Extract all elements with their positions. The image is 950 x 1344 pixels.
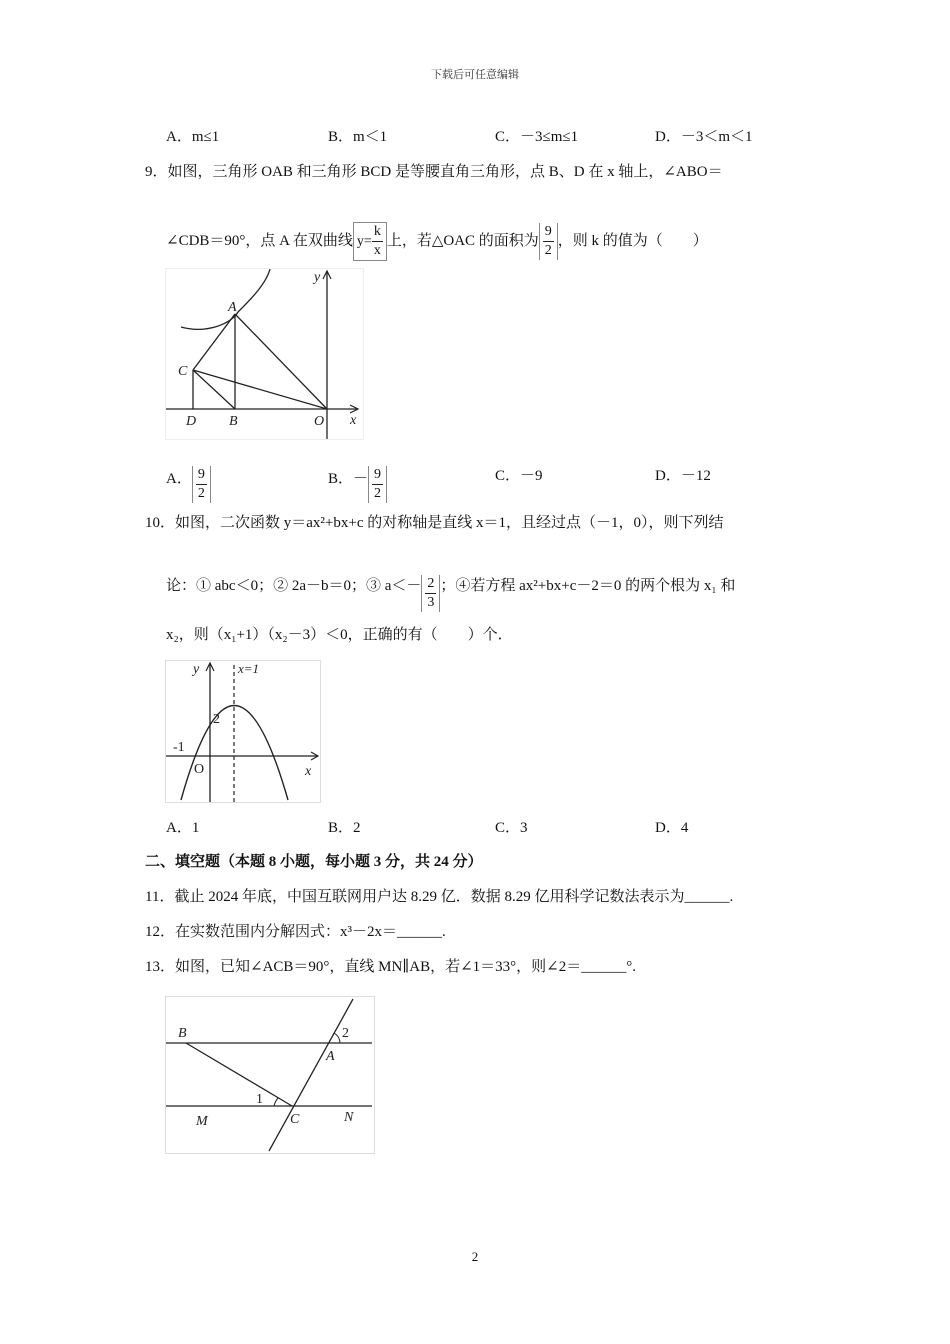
q9-label-y: y — [314, 270, 321, 285]
q9-option-b — [328, 466, 387, 503]
q10-label-two: 2 — [213, 712, 220, 727]
q10-option-d: D．4 — [655, 820, 689, 836]
q9-option-a-den: 2 — [197, 486, 205, 501]
q9-figure — [165, 268, 364, 440]
q9-option-c: C．－9 — [495, 468, 543, 484]
q9-label-d: D — [186, 414, 197, 429]
q10-text-b: ；④若方程 ax²+bx+c－2＝0 的两个根为 x₁ 和 — [440, 578, 736, 594]
q8-option-b: B．m＜1 — [328, 129, 388, 145]
q9-area-den: 2 — [544, 243, 552, 258]
q9-option-d: D．－12 — [655, 468, 711, 484]
q11-text: 11．截止 2024 年底，中国互联网用户达 8.29 亿．数据 8.29 亿用科学记数法表示为______. — [145, 889, 734, 905]
q10-label-o: O — [194, 762, 205, 777]
q13-label-a: A — [326, 1049, 335, 1064]
q10-figure — [165, 660, 321, 803]
q9-option-a — [166, 466, 211, 503]
q10-frac-num: 2 — [425, 575, 436, 594]
q10-option-b: B．2 — [328, 820, 361, 836]
q10-label-x: x — [305, 764, 312, 779]
q9-label-o: O — [314, 414, 325, 429]
q9-func-den: x — [373, 243, 381, 258]
q9-label-a: A — [228, 300, 237, 315]
q9-hyperbola-curve — [181, 269, 270, 329]
q9-label-x: x — [350, 413, 357, 428]
q10-line3: x₂，则（x₁+1）（x₂－3）＜0，正确的有（ ）个． — [166, 627, 513, 643]
q13-label-n: N — [344, 1110, 354, 1125]
q13-label-c: C — [290, 1112, 300, 1127]
q10-text-a: 论：① abc＜0；② 2a－b＝0；③ a＜－ — [166, 578, 422, 594]
q9-area-fraction — [539, 223, 558, 260]
q9-option-b-fraction — [368, 466, 387, 503]
q13-figure — [165, 996, 375, 1154]
q13-diagram — [166, 997, 374, 1153]
q9-option-b-label: B． — [328, 471, 354, 487]
q9-text-b: 上，若△OAC 的面积为 — [386, 232, 539, 249]
q9-option-a-fraction — [192, 466, 211, 503]
q8-option-a: A．m≤1 — [166, 129, 220, 145]
q13-transversal — [269, 999, 353, 1151]
q13-label-1: 1 — [256, 1092, 263, 1107]
q9-option-b-den: 2 — [374, 486, 382, 501]
q13-segment-bc — [186, 1043, 292, 1106]
q9-func-lhs: y= — [356, 233, 372, 249]
q8-option-c: C．－3≤m≤1 — [495, 129, 579, 145]
q10-frac-den: 3 — [427, 595, 435, 610]
q8-option-d: D．－3＜m＜1 — [655, 129, 753, 145]
q13-label-m: M — [196, 1114, 208, 1129]
q9-option-b-sign: － — [353, 471, 369, 487]
q9-option-a-label: A． — [166, 471, 192, 487]
q10-option-a: A．1 — [166, 820, 200, 836]
q9-option-a-num: 9 — [196, 466, 207, 485]
page-header: 下载后可任意编辑 — [431, 69, 519, 81]
q13-text: 13．如图，已知∠ACB＝90°，直线 MN∥AB，若∠1＝33°，则∠2＝______°. — [145, 959, 636, 975]
q13-label-b: B — [178, 1026, 187, 1041]
q9-label-b: B — [229, 414, 238, 429]
q9-hyperbola-formula — [353, 222, 387, 261]
q9-area-num: 9 — [543, 223, 554, 242]
q10-label-y: y — [193, 662, 200, 677]
q10-line1: 10．如图，二次函数 y＝ax²+bx+c 的对称轴是直线 x＝1，且经过点（－1，0），则下列结 — [145, 515, 724, 531]
q9-segment-ao — [235, 314, 327, 409]
q13-angle1-arc — [274, 1098, 278, 1106]
q9-text-a: ∠CDB＝90°，点 A 在双曲线 — [166, 232, 353, 249]
q10-line2 — [166, 575, 735, 612]
q9-label-c: C — [178, 364, 188, 379]
q10-label-neg1: -1 — [173, 740, 185, 755]
q9-diagram — [166, 269, 363, 439]
section-heading: 二、填空题（本题 8 小题，每小题 3 分，共 24 分） — [145, 854, 483, 870]
q10-option-c: C．3 — [495, 820, 528, 836]
q9-line1: 9．如图，三角形 OAB 和三角形 BCD 是等腰直角三角形，点 B、D 在 x 轴上，∠ABO＝ — [145, 164, 723, 180]
q10-diagram — [166, 661, 320, 802]
q9-text-c: ，则 k 的值为（ ） — [557, 232, 708, 249]
q13-angle2-arc — [334, 1033, 340, 1043]
q13-label-2: 2 — [342, 1026, 349, 1041]
q9-line2 — [166, 222, 708, 261]
page-number: 2 — [471, 1249, 479, 1264]
q10-label-x-eq: x=1 — [238, 661, 260, 676]
q10-fraction — [421, 575, 440, 612]
q9-segment-ac — [193, 314, 235, 370]
q9-option-b-num: 9 — [372, 466, 383, 485]
q12-text: 12．在实数范围内分解因式：x³－2x＝______. — [145, 924, 446, 940]
q9-func-num: k — [372, 223, 383, 242]
